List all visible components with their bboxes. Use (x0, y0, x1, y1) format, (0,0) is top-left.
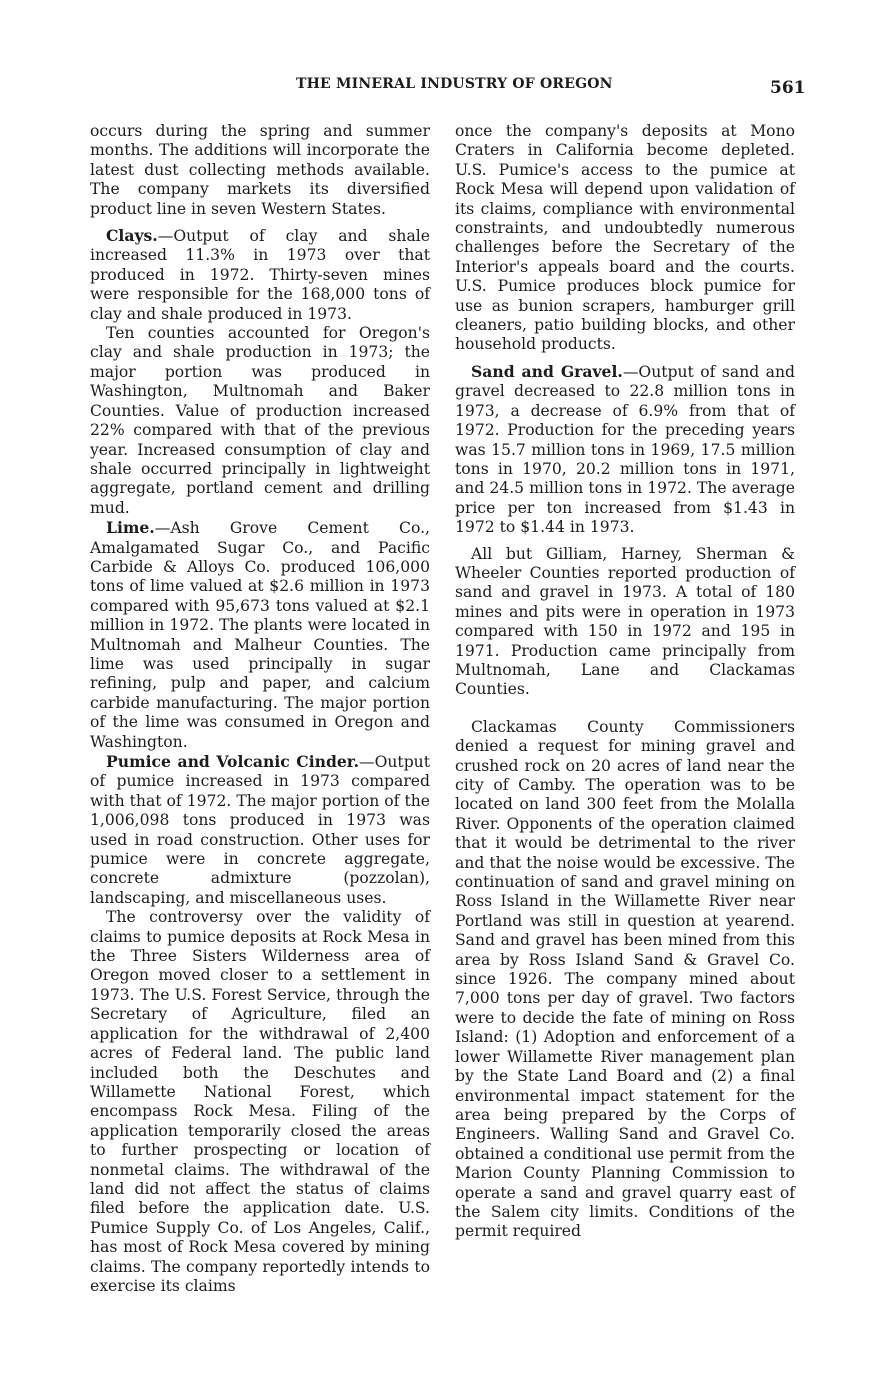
paragraph-text: —Output of sand and gravel decreased to 22.8 million tons in 1973, a decrease of 6.9% from that of 1972. Production for the preceding years was 15.7 million tons in 1969, 17.5 million tons in 1970, 20.2 million tons in 1971, and 24.5 million tons in 1972. The average price per ton increased from $1.43 in 1972 to $1.44 in 1973. (455, 362, 796, 537)
paragraph: All but Gilliam, Harney, Sherman & Wheeler Counties reported production of sand and gravel in 1973. A total of 180 mines and pits were in operation in 1973 compared with 150 in 1972 and 195 in 1971. Production came principally from Multnomah, Lane and Clackamas Counties. (455, 544, 795, 699)
paragraph: Clackamas County Commissioners denied a request for mining gravel and crushed rock on 20 acres of land near the city of Camby. The operation was to be located on land 300 feet from the Molalla River. Opponents of the operation claimed that it would be detrimental to the river and that the noise would be excessive. The continuation of sand and gravel mining on Ross Island in the Willamette River near Portland was still in question at yearend. Sand and gravel has been mined from this area by Ross Island Sand & Gravel Co. since 1926. The company mined about 7,000 tons per day of gravel. Two factors were to decide the fate of mining on Ross Island: (1) Adoption and enforcement of a lower Willamette River management plan by the State Land Board and (2) a final environmental impact statement for the area being prepared by the Corps of Engineers. Walling Sand and Gravel Co. obtained a conditional use permit from the Marion County Planning Commission to operate a sand and gravel quarry east of the Salem city limits. Conditions of the permit required (455, 717, 795, 1241)
paragraph-sand-gravel (455, 362, 795, 538)
section-heading-clays: Clays. (106, 226, 158, 246)
section-heading-pumice: Pumice and Volcanic Cinder. (106, 752, 360, 771)
paragraph: Ten counties accounted for Oregon's clay and shale production in 1973; the major portion was produced in Washington, Multnomah and Baker Counties. Value of production increased 22% compared with that of the previous year. Increased consumption of clay and shale occurred principally in lightweight aggregate, portland cement and drilling mud. (90, 324, 430, 517)
paragraph-lime (90, 518, 430, 752)
paragraph: occurs during the spring and summer months. The additions will incorporate the latest dust collecting methods available. The company markets its diversified product line in seven Western States. (90, 122, 430, 218)
paragraph-text: —Ash Grove Cement Co., Amalgamated Sugar Co., and Pacific Carbide & Alloys Co. produced 106,000 tons of lime valued at $2.6 million in 1973 compared with 95,673 tons valued at $2.1 million in 1972. The plants were located in Multnomah and Malheur Counties. The lime was used principally in sugar refining, pulp and paper, and calcium carbide manufacturing. The major portion of the lime was consumed in Oregon and Washington. (90, 519, 430, 751)
paragraph-pumice (90, 752, 430, 908)
page-number: 561 (770, 78, 806, 98)
paragraph-text: —Output of pumice increased in 1973 compared with that of 1972. The major portion of the 1,006,098 tons produced in 1973 was used in road construction. Other uses for pumice were in concrete aggregate, concrete admixture (pozzolan), landscaping, and miscellaneous uses. (90, 753, 430, 907)
paragraph-clays (90, 226, 430, 324)
left-column (90, 122, 430, 1296)
paragraph: once the company's deposits at Mono Craters in California become depleted. U.S. Pumice's access to the pumice at Rock Mesa will depend upon validation of its claims, compliance with environmental constraints, and undoubtedly numerous challenges before the Secretary of the Interior's appeals board and the courts. U.S. Pumice produces block pumice for use as bunion scrapers, hamburger grill cleaners, patio building blocks, and other household products. (455, 122, 795, 354)
running-title: THE MINERAL INDUSTRY OF OREGON (296, 76, 613, 92)
right-column (455, 122, 795, 1242)
section-heading-sand-gravel: Sand and Gravel. (471, 361, 623, 381)
paragraph-text: —Output of clay and shale increased 11.3% in 1973 over that produced in 1972. Thirty-seven mines were responsible for the 168,000 tons of clay and shale produced in 1973. (90, 227, 430, 323)
section-heading-lime: Lime. (106, 518, 155, 538)
paragraph: The controversy over the validity of claims to pumice deposits at Rock Mesa in the Three Sisters Wilderness area of Oregon moved closer to a settlement in 1973. The U.S. Forest Service, through the Secretary of Agriculture, filed an application for the withdrawal of 2,400 acres of Federal land. The public land included both the Deschutes and Willamette National Forest, which encompass Rock Mesa. Filing of the application temporarily closed the areas to further prospecting or location of nonmetal claims. The withdrawal of the land did not affect the status of claims filed before the application date. U.S. Pumice Supply Co. of Los Angeles, Calif., has most of Rock Mesa covered by mining claims. The company reportedly intends to exercise its claims (90, 908, 430, 1295)
